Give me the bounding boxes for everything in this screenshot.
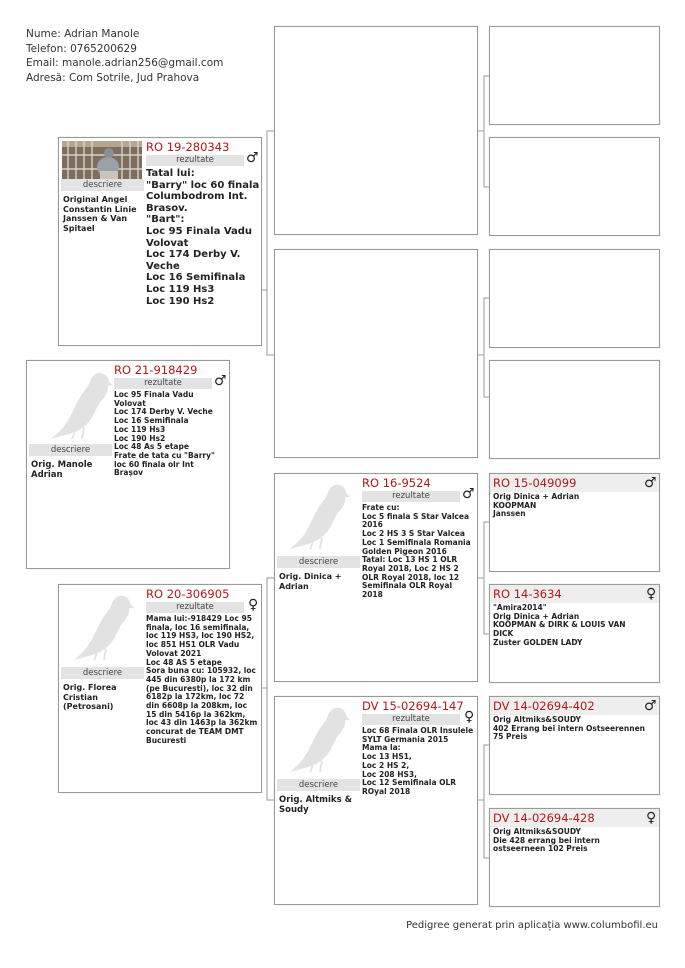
gg2-results: "Amira2014" Orig Dinica + Adrian KOOPMAN & DIRK & LOUIS VAN DICK Zuster GOLDEN LADY	[493, 603, 626, 647]
owner-address: Adresă: Com Sotrile, Jud Prahova	[26, 71, 200, 84]
male-icon: ♂	[214, 373, 227, 389]
subject-results: Loc 95 Finala Vadu Volovat Loc 174 Derby V. Veche Loc 16 Semifinala Loc 119 Hs3 Loc 190 Hs2 Loc 48 As 5 etape Frate de tata cu "Barry" loc 60 finala olr Int Brașov	[114, 390, 215, 478]
male-icon: ♂	[462, 486, 475, 502]
dam-descriere-button[interactable]: descriere	[61, 667, 144, 679]
dam-ring-number: RO 20-306905	[146, 587, 230, 601]
dam-sire-descriere-button[interactable]: descriere	[277, 556, 360, 568]
pigeon-silhouette-icon	[279, 477, 359, 555]
gg3-ring-number: DV 14-02694-402	[493, 699, 595, 713]
sire-dam-card-empty[interactable]	[274, 249, 478, 458]
pigeon-silhouette-icon	[63, 588, 143, 666]
gg4-ring-number: DV 14-02694-428	[493, 811, 595, 825]
gg1-ring-number: RO 15-049099	[493, 476, 577, 490]
gg-card-2[interactable]	[489, 584, 660, 683]
pigeon-silhouette-icon	[279, 700, 359, 778]
sire-origin: Original Angel Constantin Linie Janssen & Van Spitael	[63, 195, 137, 233]
sire-sire-card-empty[interactable]	[274, 26, 478, 235]
sire-descriere-button[interactable]: descriere	[61, 179, 144, 191]
dam-sire-card[interactable]	[274, 473, 478, 682]
sire-card[interactable]	[58, 137, 262, 346]
sire-ring-number: RO 19-280343	[146, 140, 230, 154]
male-icon: ♂	[246, 150, 259, 166]
dam-dam-ring-number: DV 15-02694-147	[362, 699, 464, 713]
female-icon: ♀	[248, 597, 259, 613]
dam-dam-results: Loc 68 Finala OLR Insulele SYLT Germania 2015 Mama la: Loc 13 HS1, Loc 2 HS 2, Loc 208 HS3, Loc 12 Semifinala OLR ROyal 2018	[362, 726, 474, 796]
subject-card[interactable]	[26, 360, 230, 569]
owner-info	[26, 27, 223, 85]
owner-name: Nume: Adrian Manole	[26, 28, 140, 40]
dam-origin: Orig. Florea Cristian (Petrosani)	[63, 683, 117, 711]
gg-empty-3[interactable]	[489, 249, 660, 348]
female-icon: ♀	[464, 709, 475, 725]
female-icon: ♀	[646, 586, 657, 602]
subject-ring-number: RO 21-918429	[114, 363, 198, 377]
gg2-ring-number: RO 14-3634	[493, 587, 562, 601]
gg3-results: Orig Altmiks&SOUDY 402 Errang bei intern Ostseerennen 75 Preis	[493, 715, 645, 742]
dam-dam-card[interactable]	[274, 696, 478, 905]
footer-credit: Pedigree generat prin aplicația www.columbofil.eu	[406, 920, 658, 931]
owner-email: Email: manole.adrian256@gmail.com	[26, 57, 224, 69]
sire-photo	[62, 141, 142, 179]
dam-card[interactable]	[58, 584, 262, 793]
dam-dam-descriere-button[interactable]: descriere	[277, 779, 360, 791]
gg-card-1[interactable]	[489, 473, 660, 572]
gg-empty-2[interactable]	[489, 137, 660, 236]
subject-descriere-button[interactable]: descriere	[29, 444, 112, 456]
gg-card-4[interactable]	[489, 808, 660, 907]
dam-sire-ring-number: RO 16-9524	[362, 476, 431, 490]
subject-origin: Orig. Manole Adrian	[31, 460, 93, 480]
dam-sire-origin: Orig. Dinica + Adrian	[279, 572, 342, 591]
gg-empty-4[interactable]	[489, 360, 660, 459]
subject-rezultate-button[interactable]: rezultate	[114, 378, 212, 389]
male-icon: ♂	[644, 475, 657, 491]
female-icon: ♀	[646, 810, 657, 826]
sire-results: Tatal lui: "Barry" loc 60 finala Columbodrom Int. Brasov. "Bart": Loc 95 Finala Vadu Volovat Loc 174 Derby V. Veche Loc 16 Semifinala Loc 119 Hs3 Loc 190 Hs2	[146, 168, 260, 307]
dam-results: Mama lui:-918429 Loc 95 finala, loc 16 semifinala, loc 119 HS3, loc 190 HS2, loc 851 HS1 OLR Vadu Volovat 2021 Loc 48 AS 5 etape Sora buna cu: 105932, loc 445 din 6380p la 172 km (pe Bucuresti), loc 32 din 6182p la 172km, loc 72 din 6608p la 208km, loc 15 din 5416p la 362km, loc 43 din 1463p la 362km concurat de TEAM DMT Bucuresti	[146, 614, 258, 745]
dam-sire-results: Frate cu: Loc 5 finala S Star Valcea 2016 Loc 2 HS 3 S Star Valcea Loc 1 Semifinala Romania Golden Pigeon 2016 Tatal: Loc 13 HS 1 OLR Royal 2018, Loc 2 HS 2 OLR Royal 2018, loc 12 Semifinala OLR Royal 2018	[362, 503, 471, 600]
pigeon-silhouette-icon	[41, 365, 121, 445]
dam-dam-origin: Orig. Altmiks & Soudy	[279, 795, 353, 815]
sire-rezultate-button[interactable]: rezultate	[146, 155, 244, 166]
gg1-results: Orig Dinica + Adrian KOOPMAN Janssen	[493, 492, 580, 519]
male-icon: ♂	[644, 698, 657, 714]
gg-empty-1[interactable]	[489, 26, 660, 125]
gg4-results: Orig Altmiks&SOUDY Die 428 errang bei intern ostseerneen 102 Preis	[493, 827, 600, 854]
dam-sire-rezultate-button[interactable]: rezultate	[362, 491, 460, 502]
dam-dam-rezultate-button[interactable]: rezultate	[362, 714, 460, 725]
owner-phone: Telefon: 0765200629	[26, 42, 137, 55]
dam-rezultate-button[interactable]: rezultate	[146, 602, 244, 613]
pigeon-photo-icon	[62, 141, 142, 179]
gg-card-3[interactable]	[489, 696, 660, 795]
